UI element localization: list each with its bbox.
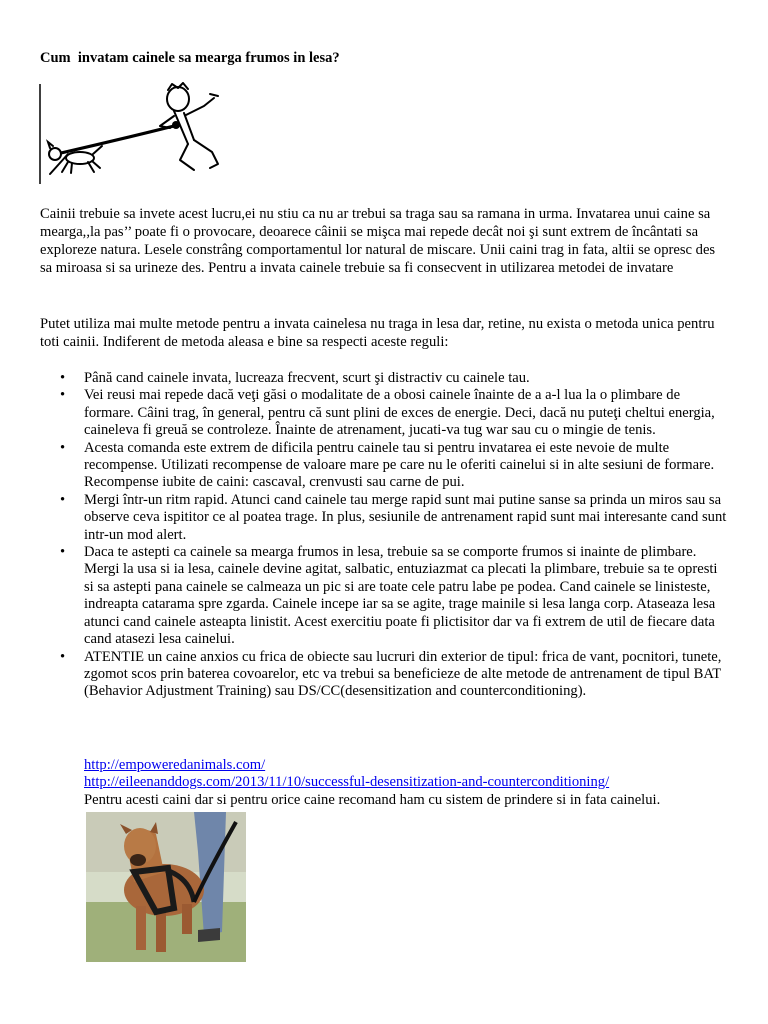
rule-text: ATENTIE un caine anxios cu frica de obiecte sau lucruri din exterior de tipul: frica de vant, pocnitori, tunete, zgomot scos prin baterea covoarelor, etc va trebui sa beneficieze de alte metode de antrenament de tipul BAT (Behavior Adjustment Training) sau DS/CC(desensitization and counterconditioning). [84, 648, 722, 700]
link-eileenanddogs[interactable]: http://eileenanddogs.com/2013/11/10/successful-desensitization-and-counterconditioning/ [84, 774, 610, 791]
rule-text: Vei reusi mai repede dacă veţi găsi o modalitate de a obosi cainele înainte de a a-l lua la o plimbare de formare. Câini trag, în general, pentru că sunt plini de exces de energie. Deci, dacă nu puteţi cheltui energia, caineleva fi greuă se controleze. Înainte de atrenament, jucati-va tug war sau cu o mingie de tenis. [84, 387, 715, 439]
list-item [40, 370, 730, 387]
list-item [40, 492, 730, 544]
page-title: Cum invatam cainele sa mearga frumos in lesa? [40, 50, 340, 66]
rule-text: Acesta comanda este extrem de dificila pentru cainele tau si pentru invatarea ei este nevoie de multe recompense. Utilizati recompense de valoare mare pe care nu le oferiti cainelui si in alte sesiuni de formare. Recompense iubite de caini: cascaval, crenvusti sau carne de pui. [84, 439, 715, 491]
bullet-icon: • [60, 387, 66, 404]
harness-recommendation: Pentru acesti caini dar si pentru orice caine recomand ham cu sistem de prindere si in fata cainelui. [84, 791, 661, 808]
rule-text: Daca te astepti ca cainele sa mearga frumos in lesa, trebuie sa se comporte frumos si inainte de plimbare. Mergi la usa si ia lesa, cainele devine agitat, salbatic, entuziazmat ca plecati la plimbare, trebuie sa te opresti si sa astepti pana cainele se calmeaza un pic si are toate cele patru labe pe podea. Cand cainele se linisteste, indreapta catarama spre zgarda. Cainele incepe iar sa se agite, trage mainile si lesa langa corp. Ataseaza lesa atunci cand cainele asteapta linistit. Acest exercitiu poate fi plictisitor dar va fi extrem de util de fiecare data cand atasezi lesa cainelui. [84, 544, 718, 648]
list-item [40, 387, 730, 439]
bullet-icon: • [60, 491, 66, 508]
dog-in-harness-photo [86, 812, 246, 962]
rule-text: Mergi într-un ritm rapid. Atunci cand cainele tau merge rapid sunt mai putine sanse sa prinda un miros sau sa observe ceva ispititor ce al poatea trage. In plus, sesiunile de antrenament rapid sunt mai interesante cand sunt intr-un mod alert. [84, 491, 727, 543]
list-item [40, 649, 730, 701]
intro-paragraph: Cainii trebuie sa invete acest lucru,ei nu stiu ca nu ar trebui sa traga sau sa ramana in urma. Invatarea unui caine sa mearga,,la pas’’ poate fi o provocare, deoarece câinii se mişca mai repede decât noi şi sunt extrem de încântati sa exploreze natura. Lesele constrâng comportamentul lor natural de miscare. Unii caini trag in fata, altii se opresc des sa miroasa si sa urineze des. Pentru a invata cainele trebuie sa fi consecvent in utilizarea metodei de invatare [40, 206, 716, 276]
list-item [40, 440, 730, 492]
bullet-icon: • [60, 648, 66, 665]
link-empoweredanimals[interactable]: http://empoweredanimals.com/ [84, 757, 266, 773]
bullet-icon: • [60, 370, 66, 386]
list-item [40, 544, 730, 648]
bullet-icon: • [60, 544, 66, 561]
methods-paragraph: Putet utiliza mai multe metode pentru a invata cainelesa nu traga in lesa dar, retine, nu exista o metoda unica pentru toti cainii. Indiferent de metoda aleasa e bine sa respecti aceste reguli: [40, 316, 715, 350]
links-section [84, 757, 724, 809]
man-walking-dog-illustration [38, 82, 230, 186]
rule-text: Până cand cainele invata, lucreaza frecvent, scurt şi distractiv cu cainele tau. [84, 370, 530, 386]
rules-list [40, 370, 730, 701]
bullet-icon: • [60, 439, 66, 456]
